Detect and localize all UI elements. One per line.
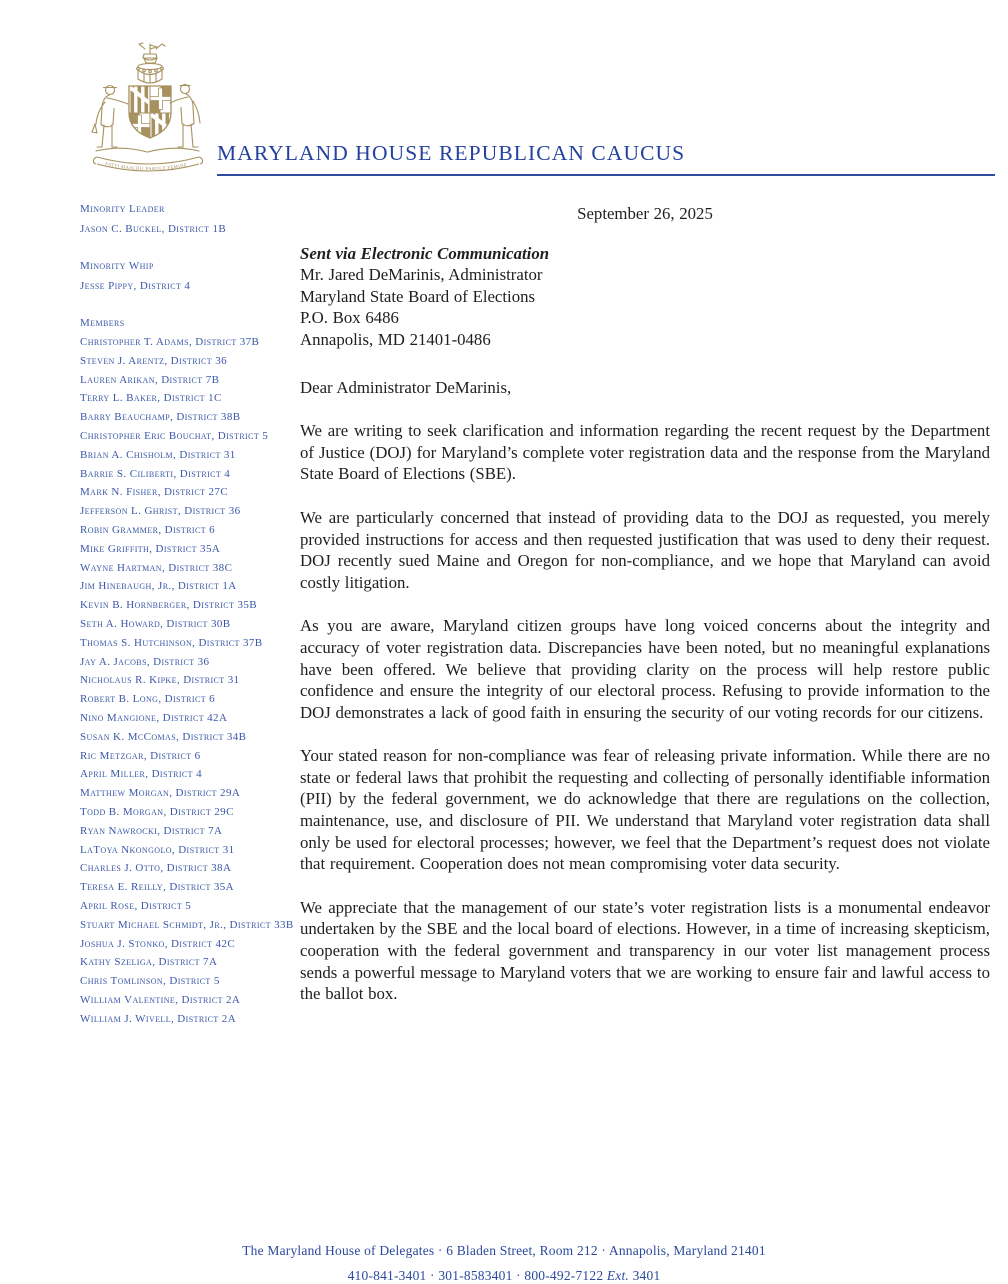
letter-body <box>300 203 990 1005</box>
member-item: Seth A. Howard, District 30B <box>80 617 231 630</box>
member-item: William J. Wivell, District 2A <box>80 1012 237 1025</box>
letter-paragraph: As you are aware, Maryland citizen groups have long voiced concerns about the integrity and accuracy of voter registration data. Discrepancies have been noted, but no meaningful explanations have been offered. We believe that providing clarity on the process will help restore public confidence and ensure the integrity of our electoral process. Refusing to provide information to the DOJ demonstrates a lack of good faith in ensuring the security of our voting records for our citizens. <box>300 616 990 722</box>
minority-whip-name: Jesse Pippy, District 4 <box>80 280 191 292</box>
member-item: Christopher Eric Bouchat, District 5 <box>80 429 269 442</box>
farmer-supporter-icon <box>92 86 128 148</box>
recipient-address-line: Maryland State Board of Elections <box>300 286 536 306</box>
footer-phone-line <box>0 1263 1008 1284</box>
crest-ship-icon <box>138 43 165 70</box>
member-item: Barrie S. Ciliberti, District 4 <box>80 467 231 480</box>
member-item: Ric Metzgar, District 6 <box>80 749 201 762</box>
member-item: Joshua J. Stonko, District 42C <box>80 937 236 950</box>
minority-whip-block <box>80 256 330 296</box>
fisherman-supporter-icon <box>170 85 200 148</box>
page-title: MARYLAND HOUSE REPUBLICAN CAUCUS <box>217 141 686 165</box>
member-item: Susan K. McComas, District 34B <box>80 730 247 743</box>
minority-leader-block <box>80 199 330 239</box>
member-item: Nicholaus R. Kipke, District 31 <box>80 674 240 687</box>
motto-scroll-icon <box>93 157 202 171</box>
member-item: April Miller, District 4 <box>80 768 202 781</box>
ground-line <box>96 148 199 152</box>
page-footer <box>0 1238 1008 1284</box>
member-item: Stuart Michael Schmidt, Jr., District 33B <box>80 918 294 931</box>
member-item: Matthew Morgan, District 29A <box>80 787 241 800</box>
shield-icon <box>129 84 171 139</box>
member-item: Teresa E. Reilly, District 35A <box>80 881 235 894</box>
letter-paragraph: We are particularly concerned that instead of providing data to the DOJ as requested, you merely provided instructions for access and then requested justification that was used to deny their request. DOJ recently sued Maine and Oregon for non-compliance, and we hope that Maryland can avoid costly litigation. <box>300 507 990 592</box>
letter-paragraphs <box>300 420 990 1005</box>
letter-paragraph: Your stated reason for non-compliance was fear of releasing private information. While there are no state or federal laws that prohibit the requesting and collecting of personally identifiable information (PII) by the federal government, we do acknowledge that there are regulations on the collection, maintenance, use, and disclosure of PII. We understand that Maryland voter registration data shall only be used for electoral processes; however, we feel that the Department’s request does not violate that requirement. Cooperation does not mean compromising voter data security. <box>300 746 990 874</box>
letter-paragraph: We appreciate that the management of our state’s voter registration lists is a monumental endeavor undertaken by the SBE and the local board of elections. However, in a time of increasing skepticism, cooperation with the federal government and transparency in our voter list management process sends a powerful message to Maryland voters that we are working to ensure fair and lawful access to the ballot box. <box>300 897 990 1004</box>
recipient-address <box>300 264 990 350</box>
member-item: Jim Hinebaugh, Jr., District 1A <box>80 580 237 593</box>
minority-whip-heading: Minority Whip <box>80 260 154 272</box>
delivery-method-line: Sent via Electronic Communication <box>300 243 550 263</box>
minority-leader-name: Jason C. Buckel, District 1B <box>80 223 227 235</box>
members-heading: Members <box>80 317 125 329</box>
member-item: Wayne Hartman, District 38C <box>80 561 233 574</box>
member-item: Nino Mangione, District 42A <box>80 711 228 724</box>
maryland-coat-of-arms <box>84 40 211 186</box>
member-item: Robin Grammer, District 6 <box>80 523 216 536</box>
member-item: LaToya Nkongolo, District 31 <box>80 843 235 856</box>
crest-motto-text: FATTI MASCHII PAROLE FEMINE <box>104 161 188 172</box>
member-item: Christopher T. Adams, District 37B <box>80 336 260 348</box>
member-item: Robert B. Long, District 6 <box>80 693 216 706</box>
header-divider <box>217 174 995 176</box>
letter-date: September 26, 2025 <box>577 204 713 223</box>
coat-of-arms-graphic <box>84 40 211 186</box>
caucus-roster-sidebar <box>80 199 330 1028</box>
member-item: Barry Beauchamp, District 38B <box>80 411 241 424</box>
footer-ext-label: Ext. <box>606 1268 630 1283</box>
salutation: Dear Administrator DeMarinis, <box>300 377 512 397</box>
member-item: Brian A. Chisholm, District 31 <box>80 448 236 461</box>
member-item: Jefferson L. Ghrist, District 36 <box>80 505 241 518</box>
member-item: Ryan Nawrocki, District 7A <box>80 824 223 837</box>
member-item: Kathy Szeliga, District 7A <box>80 956 218 969</box>
member-item: Mark N. Fisher, District 27C <box>80 486 229 499</box>
member-item: April Rose, District 5 <box>80 899 192 912</box>
footer-address-line: The Maryland House of Delegates · 6 Bladen Street, Room 212 · Annapolis, Maryland 21401 <box>242 1243 766 1258</box>
members-list <box>80 333 330 1028</box>
footer-ext-value: 3401 <box>632 1268 661 1283</box>
member-item: Lauren Arikan, District 7B <box>80 373 220 386</box>
member-item: Charles J. Otto, District 38A <box>80 862 232 875</box>
letter-paragraph: We are writing to seek clarification and information regarding the recent request by the Department of Justice (DOJ) for Maryland’s complete voter registration data and the response from the Maryland State Board of Elections (SBE). <box>300 421 990 484</box>
member-item: Kevin B. Hornberger, District 35B <box>80 599 257 612</box>
member-item: Chris Tomlinson, District 5 <box>80 975 220 988</box>
member-item: William Valentine, District 2A <box>80 993 241 1006</box>
member-item: Thomas S. Hutchinson, District 37B <box>80 636 263 649</box>
footer-phones: 410-841-3401 · 301-8583401 · 800-492-7122 <box>347 1268 604 1283</box>
member-item: Steven J. Arentz, District 36 <box>80 354 227 367</box>
member-item: Mike Griffith, District 35A <box>80 542 221 555</box>
member-item: Jay A. Jacobs, District 36 <box>80 655 210 668</box>
member-item: Terry L. Baker, District 1C <box>80 392 222 405</box>
recipient-address-line: P.O. Box 6486 <box>300 308 399 328</box>
member-item: Todd B. Morgan, District 29C <box>80 805 234 818</box>
recipient-address-line: Mr. Jared DeMarinis, Administrator <box>300 265 543 285</box>
minority-leader-heading: Minority Leader <box>80 203 165 215</box>
recipient-address-line: Annapolis, MD 21401-0486 <box>300 329 491 349</box>
